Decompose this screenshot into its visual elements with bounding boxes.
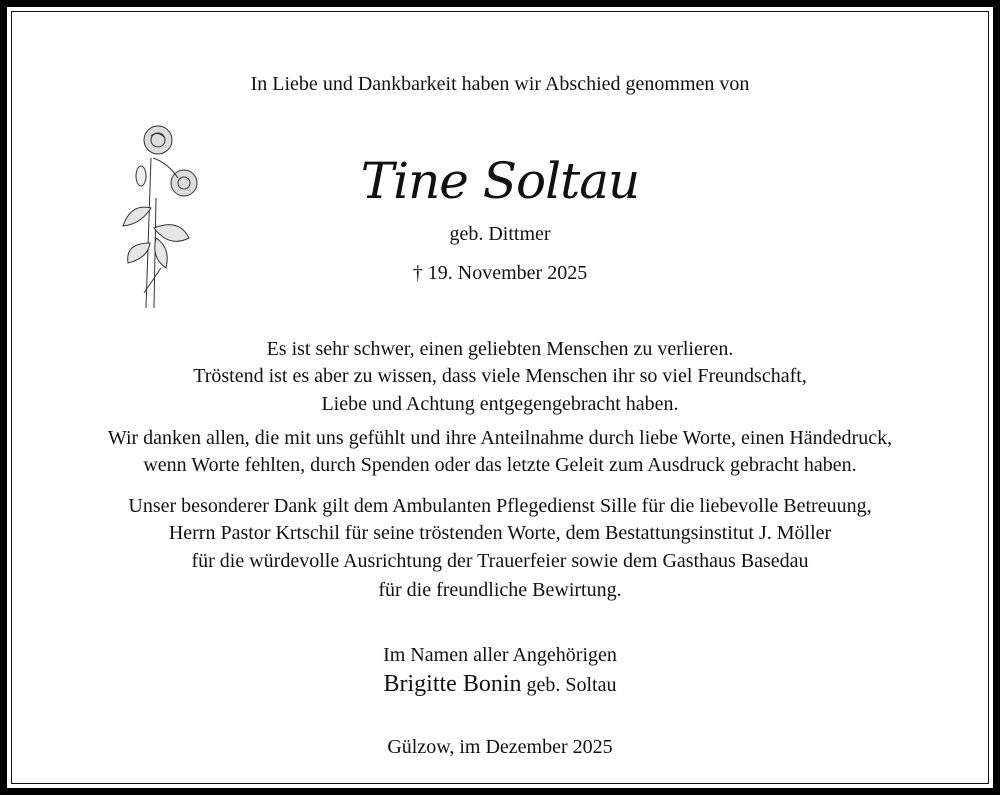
signature-suffix: geb. Soltau xyxy=(526,674,617,696)
text-line: wenn Worte fehlten, durch Spenden oder das letzte Geleit zum Ausdruck gebracht haben. xyxy=(143,454,857,476)
text-line: Wir danken allen, die mit uns gefühlt und ihre Anteilnahme durch liebe Worte, einen Händedruck, xyxy=(107,427,893,449)
text-line: für die würdevolle Ausrichtung der Trauerfeier sowie dem Gasthaus Basedau xyxy=(191,550,809,572)
signature-name: Brigitte Bonin xyxy=(383,671,522,697)
intro-text: In Liebe und Dankbarkeit haben wir Abschied genommen von xyxy=(250,73,750,95)
text-line: Liebe und Achtung entgegengebracht haben. xyxy=(321,393,679,415)
birth-name: geb. Dittmer xyxy=(449,223,551,245)
deceased-name: Tine Soltau xyxy=(360,152,640,210)
death-date: † 19. November 2025 xyxy=(412,262,588,284)
place-date: Gülzow, im Dezember 2025 xyxy=(387,736,613,758)
text-line: für die freundliche Bewirtung. xyxy=(378,579,622,601)
text-line: Unser besonderer Dank gilt dem Ambulanten Pflegedienst Sille für die liebevolle Betreuung, xyxy=(128,495,872,517)
text-line: Tröstend ist es aber zu wissen, dass viele Menschen ihr so viel Freundschaft, xyxy=(193,365,807,387)
rose-illustration xyxy=(106,118,206,318)
signature-intro: Im Namen aller Angehörigen xyxy=(383,644,617,666)
text-line: Es ist sehr schwer, einen geliebten Menschen zu verlieren. xyxy=(266,338,734,360)
text-line: Herrn Pastor Krtschil für seine tröstenden Worte, dem Bestattungsinstitut J. Möller xyxy=(168,522,832,544)
signature xyxy=(0,672,1000,697)
